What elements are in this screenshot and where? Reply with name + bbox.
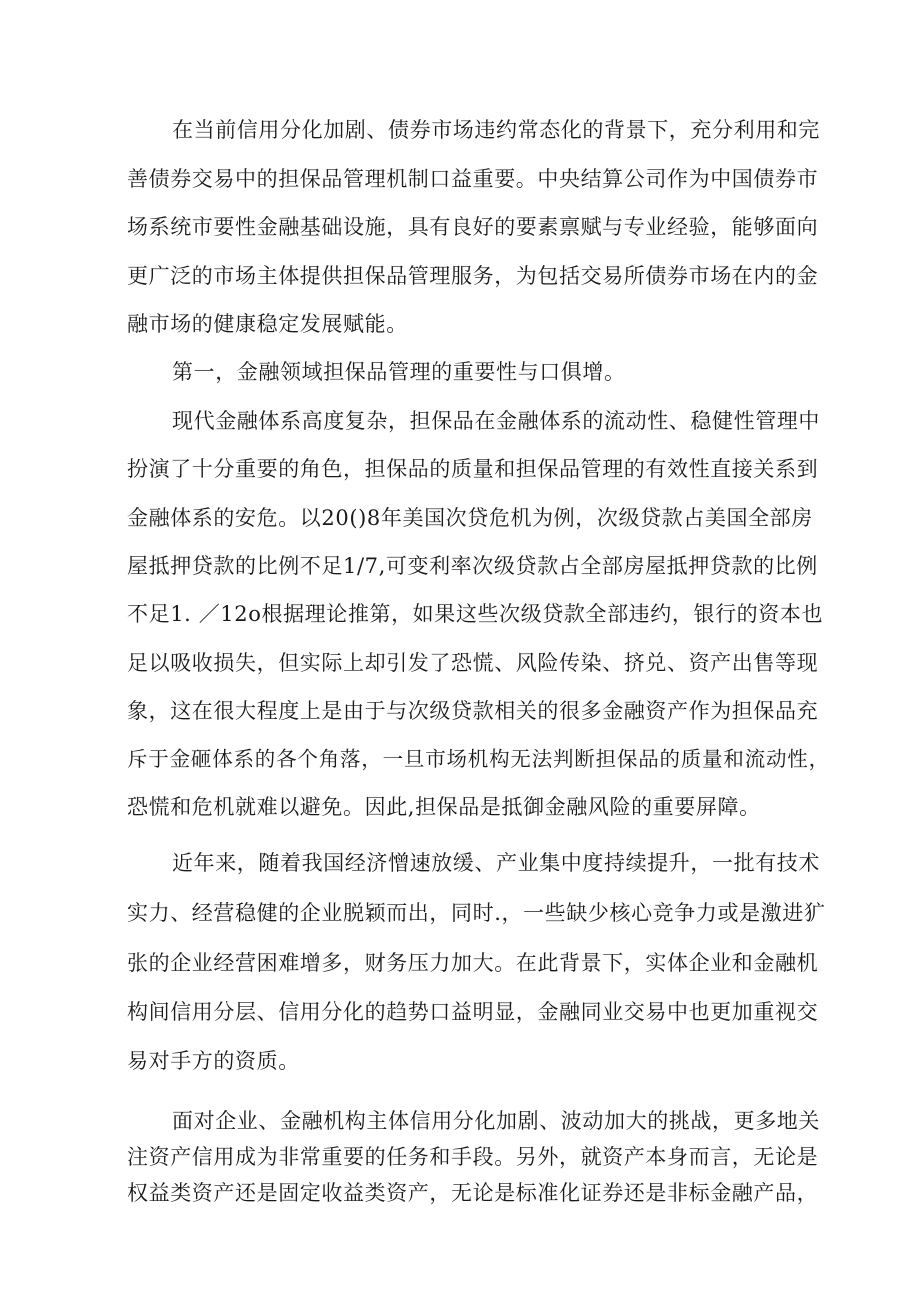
paragraph-4-line-2: 实力、经营稳健的企业脱颖而出，同时.，一些缺少核心竞争力或是激进犷 <box>127 901 826 925</box>
paragraph-3-line-5: 不足1. ／12o根据理论推第，如果这些次级贷款全部违约，银行的资本也 <box>127 602 824 626</box>
paragraph-3-line-2: 扮演了十分重要的角色，担保品的质量和担保品管理的有效性直接关系到 <box>127 457 819 481</box>
paragraph-1-line-1: 在当前信用分化加剧、债券市场违约常态化的背景下，充分利用和完 <box>172 118 820 142</box>
paragraph-3-line-3: 金融体系的安危。以20()8年美国次贷危机为例，次级贷款占美国全部房 <box>127 506 813 530</box>
paragraph-4-line-5: 易对手方的资质。 <box>127 1049 300 1073</box>
paragraph-5-line-3: 权益类资产还是固定收益类资产，无论是标准化证券还是非标金融产品， <box>127 1181 819 1205</box>
paragraph-1-line-3: 场系统市要性金融基础设施，具有良好的要素禀赋与专业经验，能够面向 <box>127 215 819 239</box>
paragraph-3-line-9: 恐慌和危机就难以避免。因此,担保品是抵御金融风险的重要屏障。 <box>127 795 761 819</box>
paragraph-1-line-2: 善债券交易中的担保品管理机制口益重要。中央结算公司作为中国债券市 <box>127 167 819 191</box>
paragraph-3-line-6: 足以吸收损失，但实际上却引发了恐慌、风险传染、挤兑、资产出售等现 <box>127 651 819 675</box>
paragraph-1-line-4: 更广泛的市场主体提供担保品管理服务，为包括交易所债券市场在内的金 <box>127 264 819 288</box>
paragraph-3-line-1: 现代金融体系高度复杂，担保品在金融体系的流动性、稳健性管理中 <box>172 409 820 433</box>
paragraph-4-line-4: 构间信用分层、信用分化的趋势口益明显，金融同业交易中也更加重视交 <box>127 1000 819 1024</box>
paragraph-3-line-7: 象，这在很大程度上是由于与次级贷款相关的很多金融资产作为担保品充 <box>127 699 819 723</box>
paragraph-5-line-2: 注资产信用成为非常重要的任务和手段。另外，就资产本身而言，无论是 <box>127 1145 819 1169</box>
paragraph-3-line-4: 屋抵押贷款的比例不足1/7,可变利率次级贷款占全部房屋抵押贷款的比例 <box>127 554 818 578</box>
paragraph-5-line-1: 面对企业、金融机构主体信用分化加剧、波动加大的挑战，更多地关 <box>172 1109 820 1133</box>
paragraph-3-line-8: 斥于金砸体系的各个角落，一旦市场机构无法判断担保品的质量和流动性， <box>127 747 830 771</box>
paragraph-1-line-5: 融市场的健康稳定发展赋能。 <box>127 312 408 336</box>
paragraph-2-line-1: 第一，金融领域担保品管理的重要性与口俱增。 <box>172 360 626 384</box>
paragraph-4-line-1: 近年来，随着我国经济憎速放缓、产业集中度持续提升，一批有技术 <box>172 851 820 875</box>
paragraph-4-line-3: 张的企业经营困难增多，财务压力加大。在此背景下，实体企业和金融机 <box>127 951 819 975</box>
